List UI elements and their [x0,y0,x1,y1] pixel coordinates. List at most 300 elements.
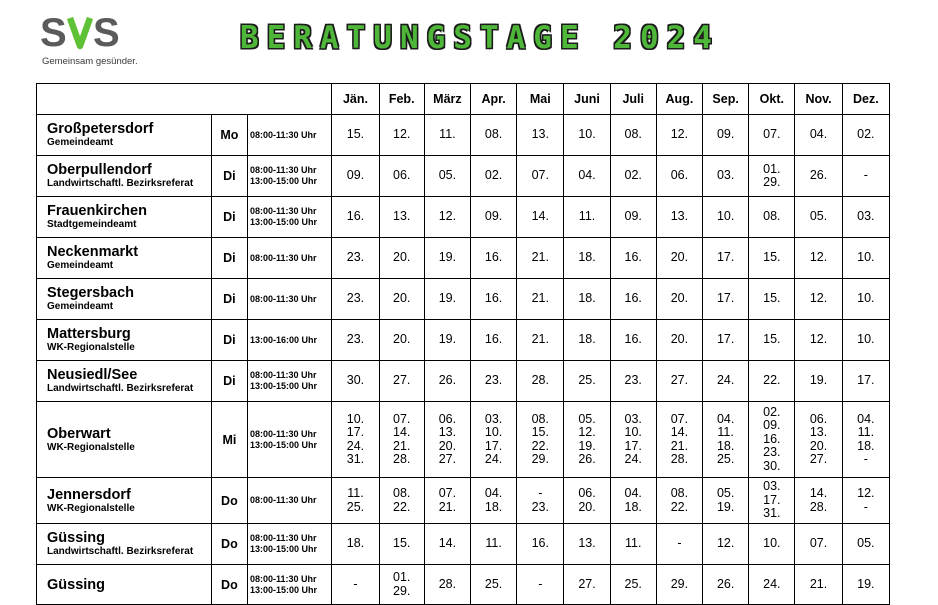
date-cell [424,361,470,402]
date-value: 22. [670,499,689,514]
date-cell [564,524,610,565]
date-value: 18. [484,499,503,514]
date-value: 21. [531,332,549,347]
date-value: 24. [624,452,642,466]
date-value: 27. [393,373,411,388]
location-cell [37,402,212,478]
date-value: 06. [438,411,457,426]
weekday-cell: Di [211,238,247,279]
date-value: 23. [346,250,365,265]
month-header: Aug. [656,84,702,115]
date-value: 30. [763,458,781,473]
date-cell [749,197,795,238]
venue-name: WK-Regionalstelle [47,502,135,514]
date-cell [749,115,795,156]
city-name: Mattersburg [47,326,131,342]
date-value: 03. [716,168,735,183]
date-cell [517,361,564,402]
date-cell [564,238,610,279]
date-cell [703,524,749,565]
date-value: 28. [809,499,828,514]
date-value: 09. [763,418,781,433]
date-value: 07. [763,127,781,142]
venue-name: Stadtgemeindeamt [47,219,137,230]
time-range: 08:00-11:30 Uhr [249,428,317,439]
weekday-cell: Di [211,361,247,402]
schedule-body [37,115,890,605]
date-cell [842,238,889,279]
time-range: 08:00-11:30 Uhr [249,252,317,263]
month-header: Dez. [842,84,889,115]
date-cell [517,320,564,361]
date-value: 04. [578,168,596,183]
date-value: 24. [716,373,735,388]
weekday-cell: Do [211,524,247,565]
time-range: 13:00-16:00 Uhr [249,334,318,345]
date-value: 29. [531,452,549,466]
date-cell [656,197,702,238]
date-cell [610,279,656,320]
date-value: 12. [809,332,828,347]
date-value: 28. [670,452,689,466]
date-cell [471,478,517,524]
date-cell [795,402,842,478]
date-value: 29. [670,576,689,591]
date-cell [379,279,424,320]
table-row [37,156,890,197]
date-value: 11. [347,486,364,500]
date-value: 20. [578,499,596,514]
date-value: 17. [716,291,735,306]
date-value: 10. [857,250,875,265]
date-value: 04. [716,411,735,426]
date-value: 13. [393,209,411,224]
date-value: - [863,168,868,183]
date-cell [795,115,842,156]
date-cell [749,565,795,605]
date-value: 19. [857,576,875,591]
month-header: Juli [610,84,656,115]
date-value: 25. [716,452,735,466]
date-cell [610,402,656,478]
date-cell [471,156,517,197]
date-value: 21. [438,499,457,514]
date-value: 04. [857,411,875,426]
date-value: 13. [578,536,596,551]
date-value: 23. [763,445,781,460]
date-value: 20. [393,332,411,347]
date-value: 17. [624,438,642,453]
weekday-cell: Do [211,478,247,524]
date-cell [424,478,470,524]
date-cell [379,238,424,279]
month-header: Mai [517,84,564,115]
date-value: 02. [484,168,503,183]
date-cell [610,478,656,524]
table-row [37,565,890,605]
date-value: 26. [716,576,735,591]
venue-name: Landwirtschaftl. Bezirksreferat [47,178,194,189]
time-range: 13:00-15:00 Uhr [249,544,318,554]
time-range: 13:00-15:00 Uhr [249,439,318,450]
date-cell [424,402,470,478]
date-value: 20. [393,291,411,306]
date-cell [749,402,795,478]
date-value: - [677,536,682,551]
date-cell [703,565,749,605]
time-range: 08:00-11:30 Uhr [249,573,317,584]
svs-logo [40,12,150,74]
date-value: 08. [624,127,642,142]
time-cell [247,156,331,197]
date-cell [842,156,889,197]
svg-text:S: S [93,12,120,52]
date-value: 03. [624,411,642,426]
date-value: 14. [531,209,549,224]
date-cell [749,279,795,320]
date-cell [424,320,470,361]
date-cell [564,115,610,156]
date-value: 16. [484,291,503,306]
time-range: 13:00-15:00 Uhr [249,217,318,227]
date-value: 04. [809,127,828,142]
date-cell [795,524,842,565]
date-value: 04. [484,486,503,500]
date-value: 20. [670,332,689,347]
date-cell [842,320,889,361]
date-cell [332,279,379,320]
time-cell [247,565,331,605]
date-value: 24. [484,452,503,466]
date-cell [471,197,517,238]
date-cell [564,197,610,238]
date-cell [379,478,424,524]
date-value: 11. [485,536,502,551]
header-row [37,84,890,115]
date-value: 29. [393,583,411,598]
date-value: 31. [763,506,781,521]
date-cell [424,565,470,605]
date-cell [379,320,424,361]
date-value: 15. [346,127,365,142]
date-value: 02. [763,404,781,419]
month-header: Juni [564,84,610,115]
month-header: Nov. [795,84,842,115]
date-cell [656,320,702,361]
date-cell [379,115,424,156]
city-name: Großpetersdorf [47,121,154,137]
date-cell [703,279,749,320]
page-title: BERATUNGSTAGE 2024 [240,20,720,56]
date-cell [332,238,379,279]
location-cell [37,115,212,156]
date-cell [517,478,564,524]
time-cell [247,238,331,279]
date-value: 27. [578,576,596,591]
date-cell [842,402,889,478]
date-cell [332,320,379,361]
date-cell [749,478,795,524]
date-value: 25. [578,373,596,388]
date-value: 07. [809,536,828,551]
date-value: 16. [346,209,365,224]
date-value: 13. [531,127,549,142]
date-value: 13. [438,425,457,439]
date-value: 30. [346,373,365,388]
date-cell [424,156,470,197]
svg-text:S: S [40,12,67,52]
date-cell [610,156,656,197]
venue-name: Gemeindeamt [47,137,114,148]
date-cell [517,524,564,565]
date-value: 06. [809,411,828,426]
date-cell [749,320,795,361]
location-cell [37,197,212,238]
date-cell [749,524,795,565]
date-value: 16. [484,250,503,265]
date-cell [610,238,656,279]
date-value: - [538,486,543,500]
date-value: 03. [484,411,503,426]
city-name: Güssing [47,576,106,593]
date-value: 10. [578,127,596,142]
date-cell [703,238,749,279]
date-value: 31. [346,452,365,466]
date-value: 23. [484,373,503,388]
date-value: 19. [716,499,735,514]
date-cell [332,361,379,402]
date-value: 07. [670,411,689,426]
date-value: 19. [578,438,596,453]
date-value: 10. [763,536,781,551]
date-cell [424,279,470,320]
date-value: 16. [624,291,642,306]
date-value: 12. [716,536,735,551]
location-cell [37,238,212,279]
date-value: 12. [670,127,689,142]
table-row [37,402,890,478]
date-cell [471,115,517,156]
date-value: 12. [809,291,828,306]
date-value: 04. [624,486,642,500]
date-value: 27. [438,452,457,466]
date-cell [471,279,517,320]
date-value: 17. [763,492,781,507]
date-cell [656,565,702,605]
weekday-cell: Mo [211,115,247,156]
date-cell [703,478,749,524]
date-cell [379,565,424,605]
date-value: 05. [857,536,875,551]
city-name: Oberwart [47,425,111,442]
date-cell [703,320,749,361]
date-cell [332,565,379,605]
table-row [37,279,890,320]
month-header: Okt. [749,84,795,115]
date-value: 12. [809,250,828,265]
time-range: 08:00-11:30 Uhr [249,293,317,304]
date-cell [656,478,702,524]
date-value: 15. [531,425,549,439]
date-cell [703,115,749,156]
date-cell [795,279,842,320]
date-value: 19. [809,373,828,388]
date-value: 21. [809,576,828,591]
month-header: Jän. [332,84,379,115]
date-value: 13. [809,425,828,439]
date-value: 28. [531,373,549,388]
date-value: 19. [438,291,457,306]
date-value: 23. [624,373,642,388]
date-cell [471,524,517,565]
date-cell [610,115,656,156]
venue-name: Gemeindeamt [47,260,114,271]
date-cell [564,402,610,478]
city-name: Oberpullendorf [47,162,152,178]
table-row [37,320,890,361]
date-cell [517,197,564,238]
date-value: 21. [531,250,549,265]
date-cell [842,565,889,605]
date-value: 21. [531,291,549,306]
date-cell [424,115,470,156]
time-cell [247,320,331,361]
date-value: 28. [438,576,457,591]
date-cell [703,156,749,197]
city-name: Frauenkirchen [47,203,147,219]
date-value: 18. [346,536,365,551]
date-value: 05. [716,486,735,500]
date-value: 13. [670,209,689,224]
date-value: 15. [763,291,781,306]
date-value: 15. [763,250,781,265]
weekday-cell: Di [211,197,247,238]
date-value: 11. [857,425,875,439]
city-name: Jennersdorf [47,486,131,503]
date-cell [471,565,517,605]
date-cell [379,156,424,197]
location-cell [37,156,212,197]
date-cell [656,402,702,478]
date-value: 26. [809,168,828,183]
date-value: 24. [763,576,781,591]
date-value: 12. [393,127,411,142]
date-cell [424,197,470,238]
date-value: 16. [624,250,642,265]
date-value: 02. [857,127,875,142]
date-value: 16. [484,332,503,347]
date-cell [656,524,702,565]
location-header [37,84,332,115]
date-cell [842,197,889,238]
date-cell [795,238,842,279]
date-value: 11. [625,536,642,551]
date-value: - [353,576,358,591]
date-cell [471,238,517,279]
date-cell [610,361,656,402]
date-cell [332,156,379,197]
date-cell [332,197,379,238]
date-value: 23. [531,499,549,514]
date-cell [424,524,470,565]
schedule-table [36,83,890,605]
date-cell [749,156,795,197]
date-cell [795,565,842,605]
date-value: 06. [578,486,596,500]
date-value: 22. [393,499,411,514]
date-cell [379,197,424,238]
date-value: 20. [670,291,689,306]
date-value: 09. [346,168,365,183]
date-cell [795,478,842,524]
location-cell [37,320,212,361]
date-cell [795,197,842,238]
date-value: 20. [809,438,828,453]
time-cell [247,524,331,565]
venue-name: Landwirtschaftl. Bezirksreferat [47,383,194,394]
date-cell [795,156,842,197]
date-cell [332,478,379,524]
venue-name: Landwirtschaftl. Bezirksreferat [47,546,194,557]
date-cell [379,361,424,402]
date-value: 07. [438,486,457,500]
time-cell [247,279,331,320]
date-value: 01. [393,570,411,584]
date-value: 12. [438,209,457,224]
date-value: 25. [624,576,642,591]
month-header: Feb. [379,84,424,115]
time-range: 08:00-11:30 Uhr [249,129,317,140]
date-cell [564,565,610,605]
date-value: 18. [578,332,596,347]
city-name: Güssing [47,530,106,546]
date-value: - [863,499,868,514]
date-cell [656,361,702,402]
location-cell [37,478,212,524]
venue-name: WK-Regionalstelle [47,441,135,453]
date-cell [842,524,889,565]
date-value: 21. [670,438,689,453]
date-value: 11. [439,127,456,142]
time-cell [247,115,331,156]
date-value: 05. [438,168,457,183]
city-name: Neusiedl/See [47,367,138,383]
time-range: 13:00-15:00 Uhr [249,381,318,391]
venue-name: Gemeindeamt [47,301,114,312]
location-cell [37,524,212,565]
month-header: März [424,84,470,115]
date-value: 11. [717,425,734,439]
date-value: 09. [624,209,642,224]
date-cell [749,361,795,402]
date-value: 08. [393,486,411,500]
location-cell [37,565,212,605]
date-value: 06. [393,168,411,183]
date-cell [517,115,564,156]
month-header: Apr. [471,84,517,115]
date-value: 14. [438,536,457,551]
date-cell [842,478,889,524]
date-value: 06. [670,168,689,183]
date-cell [610,524,656,565]
date-value: 16. [763,431,781,446]
time-range: 08:00-11:30 Uhr [249,206,317,216]
city-name: Stegersbach [47,285,135,301]
date-value: 26. [578,452,596,466]
date-value: 20. [670,250,689,265]
date-value: 12. [578,425,596,439]
date-cell [564,320,610,361]
